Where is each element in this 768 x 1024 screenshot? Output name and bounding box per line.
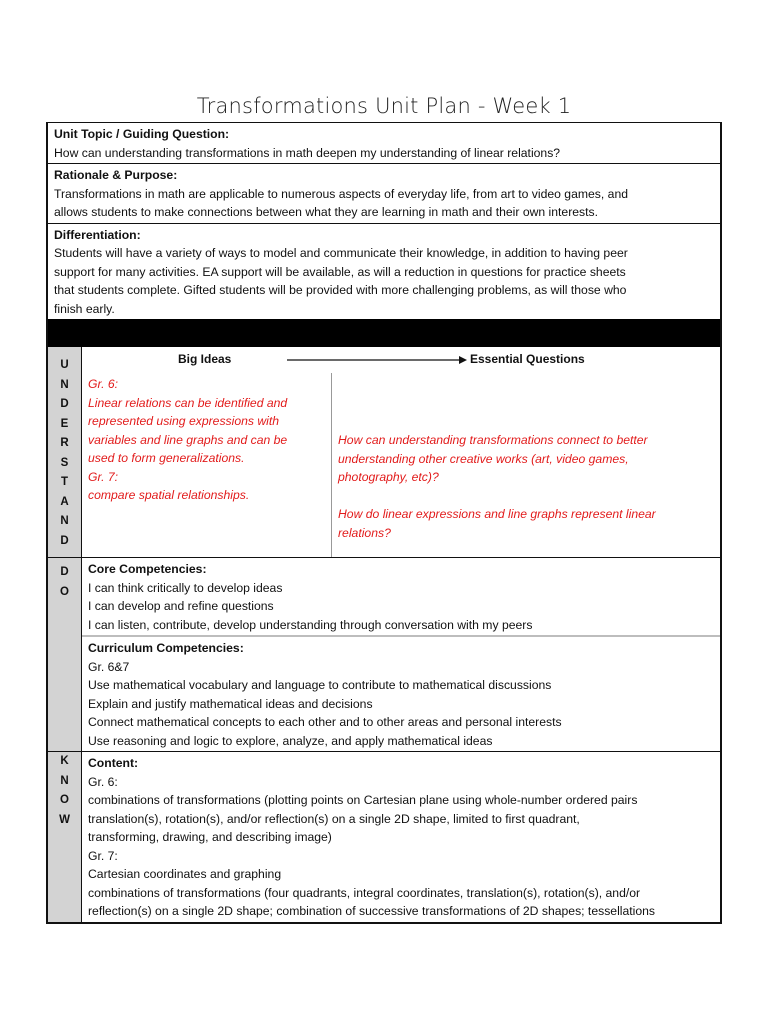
big-ideas-line: Linear relations can be identified and — [88, 395, 288, 410]
curriculum-competency-line: Connect mathematical concepts to each other and to other areas and personal interests — [88, 715, 562, 729]
big-ideas-line: Gr. 6: — [88, 377, 119, 391]
content-line: combinations of transformations (four quadrants, integral coordinates, translation(s), rotation(s), and/or — [88, 885, 641, 900]
essential-question-line: How do linear expressions and line graphs represent linear — [338, 507, 656, 521]
understand-row — [48, 347, 720, 558]
content-line: combinations of transformations (plotting points on Cartesian plane using whole-number ordered pairs — [88, 793, 638, 807]
big-ideas-line: used to form generalizations. — [88, 451, 245, 465]
side-letter: N — [60, 378, 69, 391]
differentiation-heading: Differentiation: — [54, 227, 141, 242]
core-competency-line: I can develop and refine questions — [88, 599, 274, 613]
differentiation-line: that students complete. Gifted students will be provided with more challenging problems, as will those who — [54, 283, 627, 297]
essential-question-line: understanding other creative works (art, video games, — [338, 451, 629, 466]
content-line: transforming, drawing, and describing image) — [88, 830, 332, 844]
side-letter: R — [60, 437, 69, 449]
content-line: reflection(s) on a single 2D shape; combination of successive transformations of 2D shapes; tessellations — [88, 904, 656, 918]
differentiation-line: support for many activities. EA support will be available, as will a reduction in questions for practice sheets — [54, 264, 626, 279]
do-content — [82, 558, 720, 751]
side-letter: O — [60, 794, 69, 806]
big-ideas-heading: Big Ideas — [178, 352, 232, 366]
side-letter: T — [60, 476, 69, 488]
side-letter: N — [60, 774, 69, 787]
know-side-label — [48, 752, 82, 922]
side-letter: K — [60, 755, 69, 767]
arrow-right-icon — [287, 355, 467, 365]
rationale-section — [48, 164, 720, 224]
content-section — [82, 752, 720, 922]
differentiation-line: Students will have a variety of ways to model and communicate their knowledge, in addition to having peer — [54, 246, 628, 260]
essential-questions-heading: Essential Questions — [470, 352, 585, 366]
do-row — [48, 558, 720, 752]
core-competencies-section — [82, 558, 720, 637]
unit-topic-heading: Unit Topic / Guiding Question: — [54, 127, 230, 141]
rationale-line: allows students to make connections between what they are learning in math and their own interests. — [54, 205, 599, 219]
do-side-label — [48, 558, 82, 751]
big-ideas-line: compare spatial relationships. — [88, 488, 250, 502]
big-ideas-text — [88, 375, 328, 505]
core-competency-line: I can think critically to develop ideas — [88, 580, 283, 595]
side-letter: D — [60, 566, 69, 578]
know-row — [48, 752, 720, 922]
big-ideas-line: Gr. 7: — [88, 469, 119, 484]
page-title: Transformations Unit Plan - Week 1 — [196, 94, 572, 118]
core-competency-line: I can listen, contribute, develop understanding through conversation with my peers — [88, 617, 533, 632]
essential-question — [338, 505, 708, 542]
content-line: Gr. 7: — [88, 848, 118, 863]
essential-question-line: relations? — [338, 525, 391, 540]
unit-topic-text: How can understanding transformations in math deepen my understanding of linear relations? — [54, 145, 561, 160]
side-letter: W — [59, 813, 70, 826]
essential-questions-text — [338, 431, 708, 561]
understand-content — [82, 347, 720, 558]
side-letter: D — [60, 398, 69, 410]
essential-question-line: How can understanding transformations connect to better — [338, 433, 648, 447]
essential-question — [338, 431, 708, 487]
content-line: translation(s), rotation(s), and/or reflection(s) on a single 2D shape, limited to first quadrant, — [88, 811, 580, 826]
curriculum-competency-line: Gr. 6&7 — [88, 659, 130, 674]
curriculum-competency-line: Explain and justify mathematical ideas and decisions — [88, 696, 373, 711]
rationale-heading: Rationale & Purpose: — [54, 168, 178, 182]
understand-side-label — [48, 347, 82, 558]
content-heading: Content: — [88, 756, 139, 770]
essential-question-line: photography, etc)? — [338, 470, 439, 484]
curriculum-competencies-section — [82, 637, 720, 751]
side-letter: D — [60, 534, 69, 547]
black-divider-bar — [48, 319, 720, 347]
side-letter: U — [60, 359, 69, 371]
side-letter: N — [60, 515, 69, 527]
column-divider — [331, 373, 332, 557]
know-content — [82, 752, 720, 922]
curriculum-competency-line: Use mathematical vocabulary and language to contribute to mathematical discussions — [88, 678, 552, 692]
content-line: Gr. 6: — [88, 774, 118, 789]
unit-topic-section — [48, 123, 720, 164]
side-letter: E — [60, 417, 69, 430]
side-letter: A — [60, 495, 69, 508]
core-competencies-heading: Core Competencies: — [88, 562, 207, 576]
differentiation-section — [48, 224, 720, 320]
side-letter: O — [60, 585, 69, 598]
big-ideas-line: represented using expressions with — [88, 414, 280, 428]
unit-plan-table — [46, 122, 722, 924]
content-line: Cartesian coordinates and graphing — [88, 867, 282, 881]
curriculum-competency-line: Use reasoning and logic to explore, analyze, and apply mathematical ideas — [88, 733, 493, 748]
side-letter: S — [60, 456, 69, 469]
differentiation-line: finish early. — [54, 301, 115, 316]
big-ideas-line: variables and line graphs and can be — [88, 432, 288, 447]
rationale-line: Transformations in math are applicable to numerous aspects of everyday life, from art to video games, and — [54, 186, 628, 201]
curriculum-competencies-heading: Curriculum Competencies: — [88, 641, 244, 655]
